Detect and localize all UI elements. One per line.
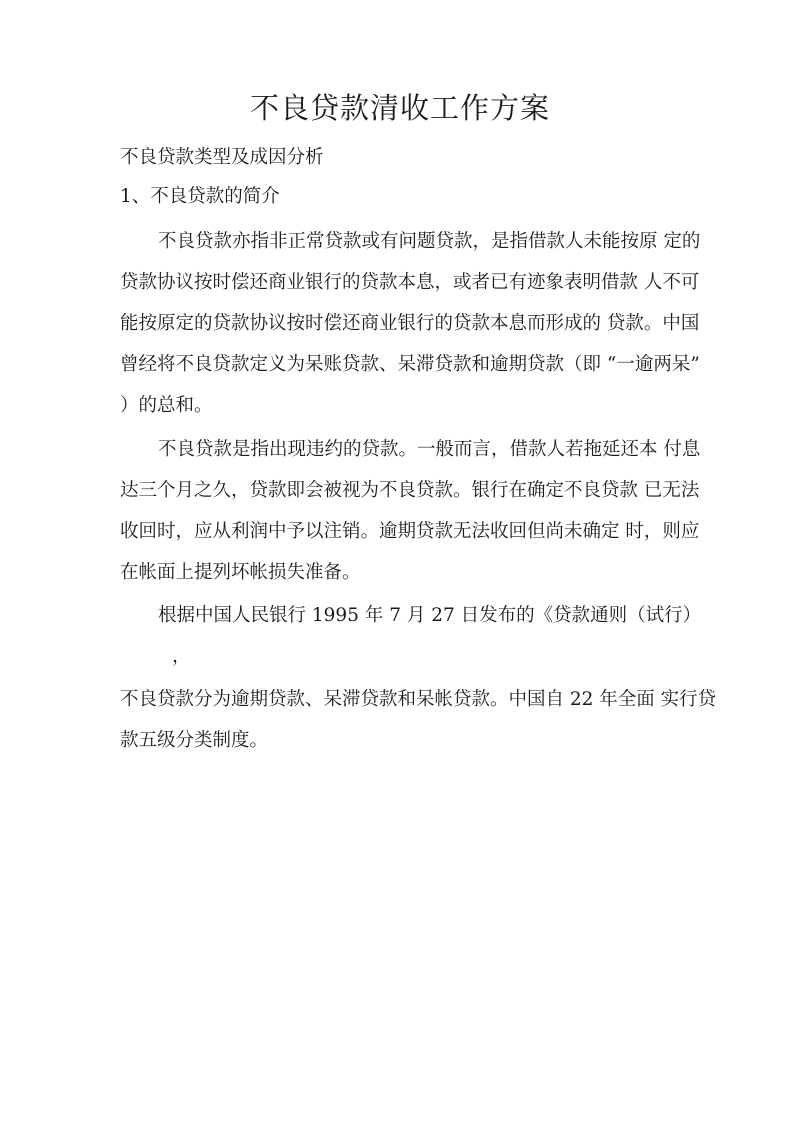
paragraph-3-line-1: 根据中国人民银行 1995 年 7 月 27 日发布的《贷款通则（试行） xyxy=(158,605,702,626)
paragraph-1-line-4: 曾经将不良贷款定义为呆账贷款、呆滞贷款和逾期贷款（即 “一逾两呆” xyxy=(120,354,700,375)
paragraph-2-line-1: 不良贷款是指出现违约的贷款。一般而言，借款人若拖延还本 付息 xyxy=(158,439,701,460)
subsection-heading: 1、不良贷款的简介 xyxy=(120,186,280,207)
document-title: 不良贷款清收工作方案 xyxy=(249,91,550,125)
paragraph-2-line-3: 收回时，应从利润中予以注销。逾期贷款无法收回但尚未确定 时，则应 xyxy=(120,521,700,542)
paragraph-2-line-2: 达三个月之久，贷款即会被视为不良贷款。银行在确定不良贷款 已无法 xyxy=(120,480,700,501)
paragraph-1-line-3: 能按原定的贷款协议按时偿还商业银行的贷款本息而形成的 贷款。中国 xyxy=(120,313,700,334)
paragraph-1-line-2: 贷款协议按时偿还商业银行的贷款本息，或者已有迹象表明借款 人不可 xyxy=(120,272,700,293)
paragraph-2-line-4: 在帐面上提列坏帐损失准备。 xyxy=(120,562,361,583)
section-heading: 不良贷款类型及成因分析 xyxy=(120,147,324,168)
paragraph-1-line-5: ）的总和。 xyxy=(120,395,213,416)
paragraph-3-line-2: 不良贷款分为逾期贷款、呆滞贷款和呆帐贷款。中国自 22 年全面 实行贷 xyxy=(120,689,717,710)
paragraph-3-comma: ， xyxy=(172,646,191,667)
paragraph-1-line-1: 不良贷款亦指非正常贷款或有问题贷款，是指借款人未能按原 定的 xyxy=(158,231,701,252)
paragraph-3-line-3: 款五级分类制度。 xyxy=(120,730,269,751)
